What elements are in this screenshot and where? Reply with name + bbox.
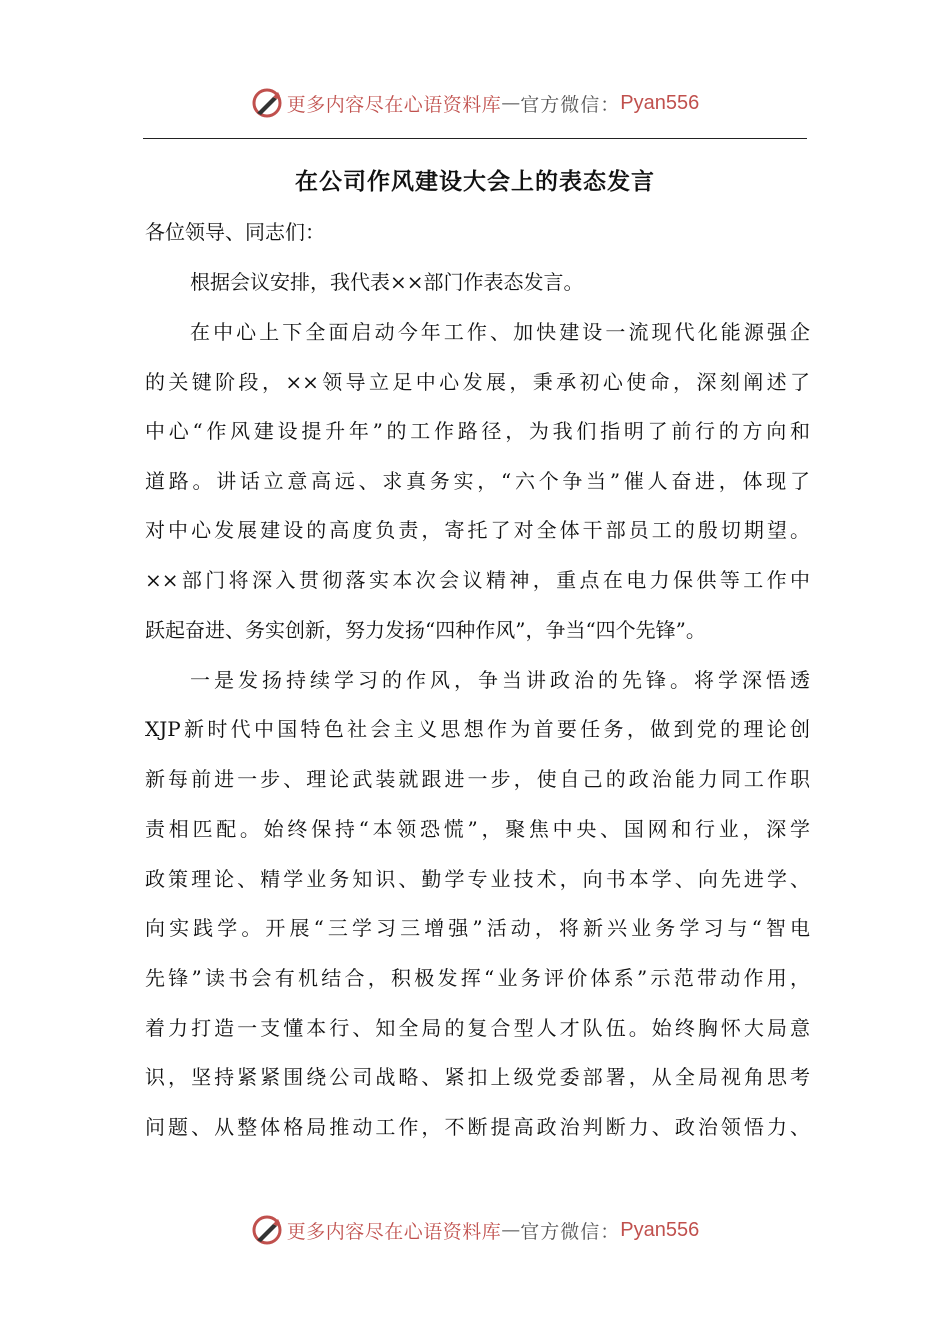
watermark-separator: — (501, 1219, 521, 1241)
paragraph-line: 对中心发展建设的高度负责，寄托了对全体干部员工的殷切期望。 (145, 518, 810, 542)
watermark-wechat-id: Pyan556 (620, 91, 700, 114)
watermark-brand: 更多内容尽在心语资料库 (286, 93, 502, 116)
watermark-separator: — (501, 92, 521, 114)
paragraph-line: 政策理论、精学业务知识、勤学专业技术，向书本学、向先进学、 (145, 867, 810, 891)
watermark-official-label: 官方微信： (520, 1220, 621, 1243)
paragraph-line: 着力打造一支懂本行、知全局的复合型人才队伍。始终胸怀大局意 (145, 1016, 810, 1040)
paragraph-line: 先锋”读书会有机结合，积极发挥“业务评价体系”示范带动作用， (145, 966, 810, 990)
paragraph-line: 问题、从整体格局推动工作，不断提高政治判断力、政治领悟力、 (145, 1115, 810, 1139)
footer-watermark (0, 1210, 950, 1250)
watermark-wechat-id: Pyan556 (620, 1218, 700, 1241)
document-title: 在公司作风建设大会上的表态发言 (295, 169, 655, 195)
header-watermark (0, 83, 950, 123)
paragraph-line: 根据会议安排，我代表××部门作表态发言。 (190, 270, 584, 294)
paragraph-line: XJP新时代中国特色社会主义思想作为首要任务，做到党的理论创 (145, 717, 810, 741)
paragraph-line: 责相匹配。始终保持“本领恐慌”，聚焦中央、国网和行业，深学 (145, 817, 810, 841)
paragraph-line: 的关键阶段，××领导立足中心发展，秉承初心使命，深刻阐述了 (145, 370, 810, 394)
paragraph-line: 向实践学。开展“三学习三增强”活动，将新兴业务学习与“智电 (145, 916, 810, 940)
pen-logo-icon (251, 87, 283, 119)
header-divider (143, 138, 807, 139)
watermark-brand: 更多内容尽在心语资料库 (286, 1220, 502, 1243)
pen-logo-icon (251, 1214, 283, 1246)
paragraph-line: 在中心上下全面启动今年工作、加快建设一流现代化能源强企 (190, 320, 810, 344)
salutation: 各位领导、同志们： (145, 220, 325, 244)
paragraph-line: 道路。讲话立意高远、求真务实，“六个争当”催人奋进，体现了 (145, 469, 810, 493)
paragraph-line: ××部门将深入贯彻落实本次会议精神，重点在电力保供等工作中 (145, 568, 810, 592)
paragraph-line: 跃起奋进、务实创新，努力发扬“四种作风”，争当“四个先锋”。 (145, 618, 706, 642)
paragraph-line: 一是发扬持续学习的作风，争当讲政治的先锋。将学深悟透 (190, 668, 810, 692)
watermark-official-label: 官方微信： (520, 93, 621, 116)
paragraph-line: 识，坚持紧紧围绕公司战略、紧扣上级党委部署，从全局视角思考 (145, 1065, 810, 1089)
paragraph-line: 新每前进一步、理论武装就跟进一步，使自己的政治能力同工作职 (145, 767, 810, 791)
paragraph-line: 中心“作风建设提升年”的工作路径，为我们指明了前行的方向和 (145, 419, 810, 443)
